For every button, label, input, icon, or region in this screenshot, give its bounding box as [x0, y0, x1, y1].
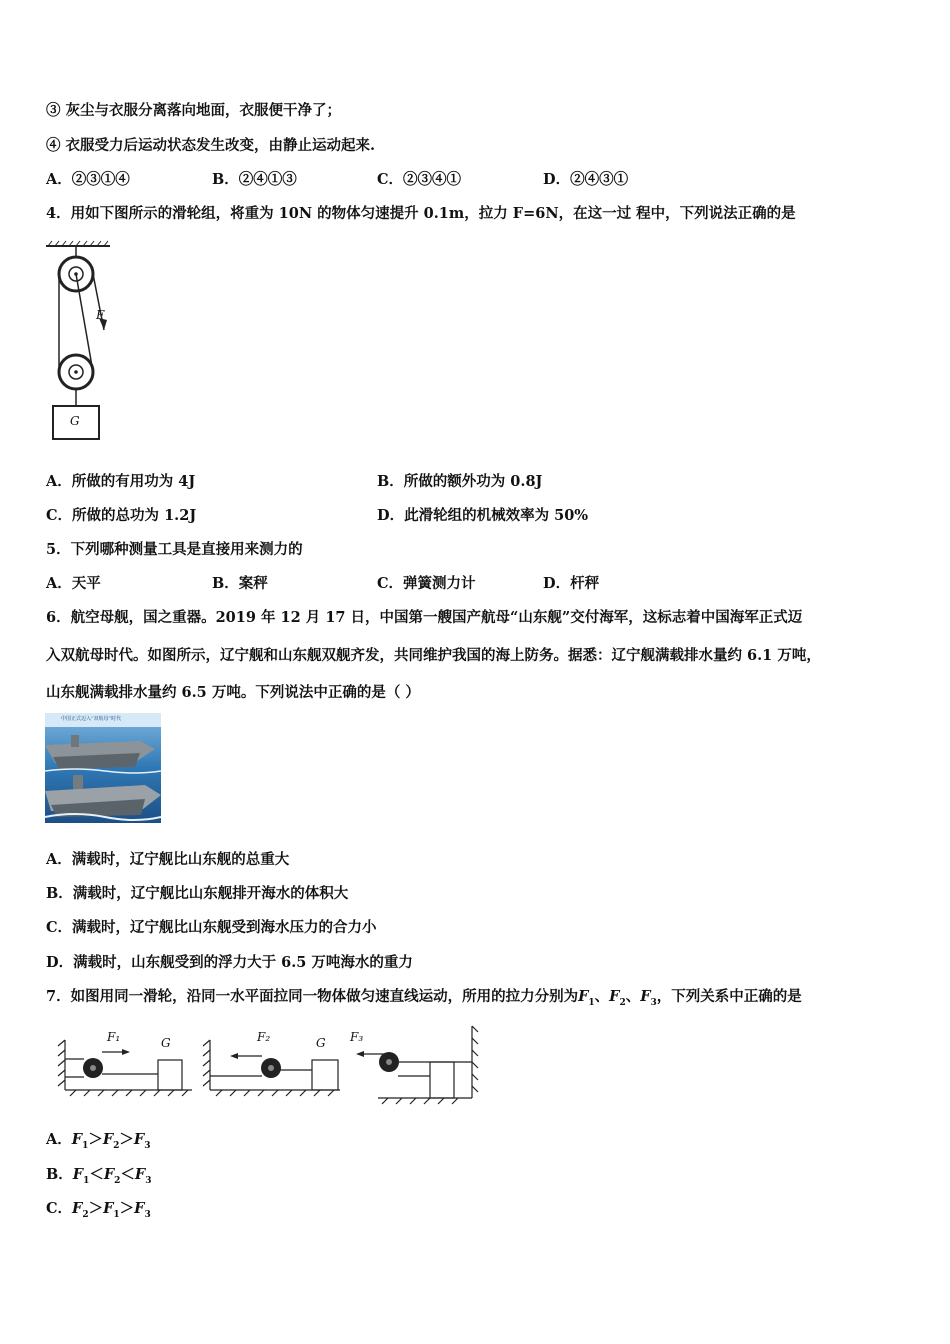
- q3-item-4: ④ 衣服受力后运动状态发生改变，由静止运动起来.: [46, 137, 376, 154]
- q3-option-a: A．②③①④: [46, 171, 130, 188]
- q6-stem-line-3: 山东舰满载排水量约 6.5 万吨。下列说法中正确的是（ ）: [46, 684, 420, 701]
- fig-force-label: F: [96, 308, 105, 322]
- q4-stem: 4．用如下图所示的滑轮组，将重为 10N 的物体匀速提升 0.1m，拉力 F=6N，在这一过 程中，下列说法正确的是: [46, 205, 796, 222]
- aircraft-carriers-photo: [45, 713, 161, 823]
- q7-option-a: A．$F_1>F_2>F_3$: [46, 1131, 151, 1151]
- q5-stem: 5．下列哪种测量工具是直接用来测力的: [46, 541, 303, 558]
- q6-stem-line-1: 6．航空母舰，国之重器。2019 年 12 月 17 日，中国第一艘国产航母“山东舰”交付海军，这标志着中国海军正式迈: [46, 609, 803, 626]
- pulley-comparison-figure: [50, 1022, 495, 1108]
- q6-option-a: A．满载时，辽宁舰比山东舰的总重大: [46, 851, 290, 868]
- q3-option-c: C．②③④①: [377, 171, 462, 188]
- q6-option-c: C．满载时，辽宁舰比山东舰受到海水压力的合力小: [46, 919, 377, 936]
- q7-option-c: C．$F_2>F_1>F_3$: [46, 1200, 151, 1220]
- q6-option-b: B．满载时，辽宁舰比山东舰排开海水的体积大: [46, 885, 349, 902]
- fig-weight-label: G: [70, 414, 80, 428]
- fig-label-f3: F₃: [350, 1030, 364, 1044]
- q3-option-b: B．②④①③: [212, 171, 297, 188]
- q3-option-d: D．②④③①: [543, 171, 629, 188]
- fig-label-f1: F₁: [107, 1030, 121, 1044]
- fig-label-f2: F₂: [257, 1030, 271, 1044]
- photo-caption: 中国正式迈入“双航母”时代: [61, 716, 122, 722]
- q5-option-d: D．杆秤: [543, 575, 600, 592]
- fig-label-g2: G: [316, 1036, 326, 1050]
- q6-option-d: D．满载时，山东舰受到的浮力大于 6.5 万吨海水的重力: [46, 954, 413, 971]
- q4-option-a: A．所做的有用功为 4J: [46, 473, 196, 490]
- q5-option-b: B．案秤: [212, 575, 268, 592]
- q4-option-c: C．所做的总功为 1.2J: [46, 507, 197, 524]
- q6-stem-line-2: 入双航母时代。如图所示，辽宁舰和山东舰双舰齐发，共同维护我国的海上防务。据悉：辽宁舰满载排水量约 6.1 万吨，: [46, 647, 821, 664]
- q4-option-b: B．所做的额外功为 0.8J: [377, 473, 543, 490]
- q3-item-3: ③ 灰尘与衣服分离落向地面，衣服便干净了；: [46, 102, 342, 119]
- q7-stem: 7．如图用同一滑轮，沿同一水平面拉同一物体做匀速直线运动，所用的拉力分别为$F_1$、$F_2$、$F_3$，下列关系中正确的是: [46, 988, 802, 1008]
- q7-option-b: B．$F_1<F_2<F_3$: [46, 1166, 152, 1186]
- q5-option-a: A．天平: [46, 575, 101, 592]
- q5-option-c: C．弹簧测力计: [377, 575, 476, 592]
- q4-option-d: D．此滑轮组的机械效率为 50%: [377, 507, 589, 524]
- pulley-system-figure: [44, 240, 116, 445]
- fig-label-g1: G: [161, 1036, 171, 1050]
